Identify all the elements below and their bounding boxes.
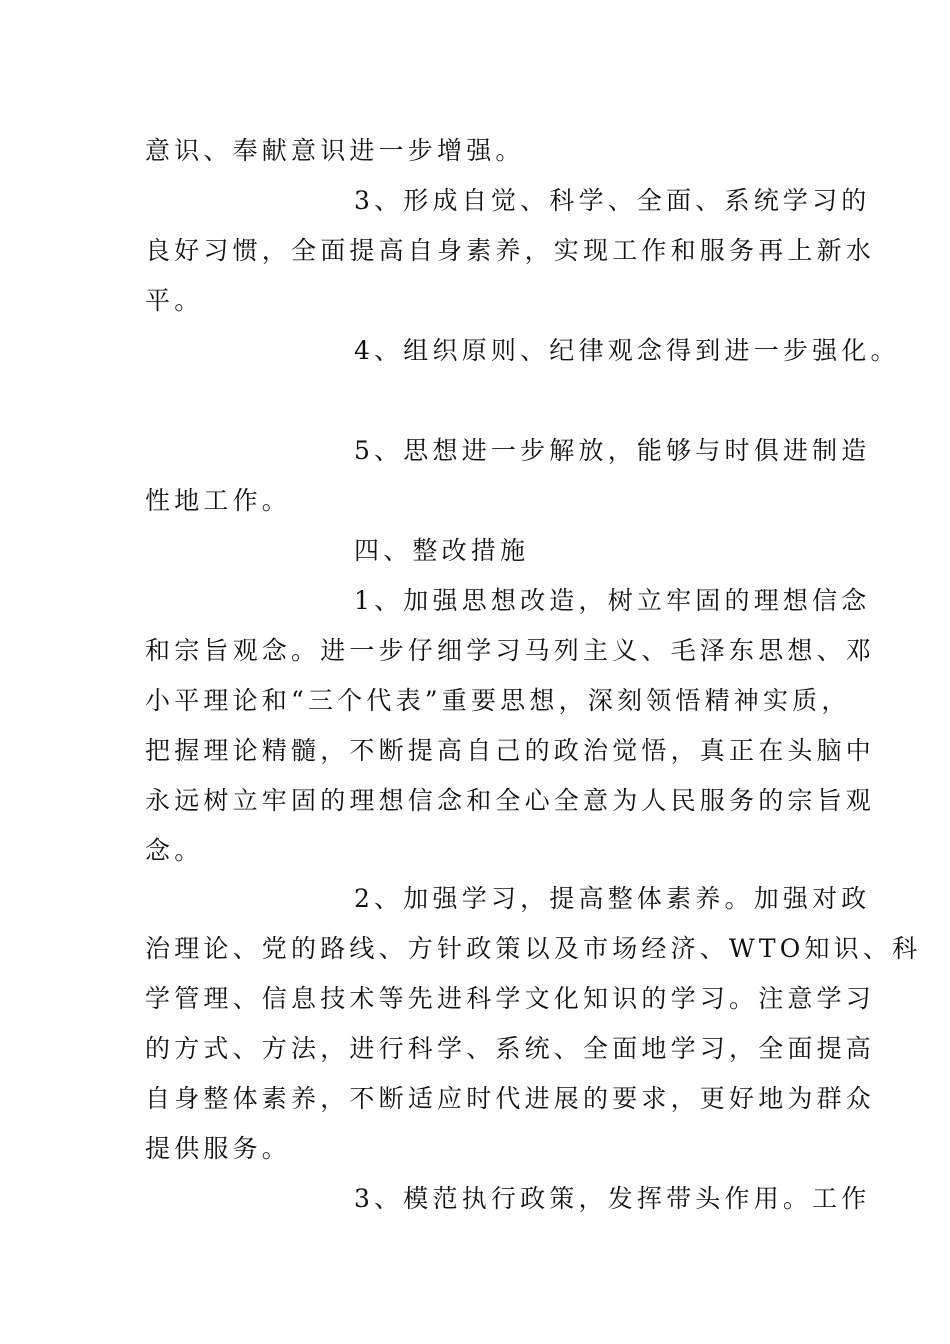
text-line: 把握理论精髓，不断提高自己的政治觉悟，真正在头脑中: [145, 736, 876, 765]
text-line: 学管理、信息技术等先进科学文化知识的学习。注意学习: [145, 984, 876, 1013]
text-line: 小平理论和“三个代表”重要思想，深刻领悟精神实质，: [145, 686, 851, 715]
text-line: 良好习惯，全面提高自身素养，实现工作和服务再上新水: [145, 236, 876, 265]
text-line: 意识、奉献意识进一步增强。: [145, 136, 525, 165]
text-line: 念。: [145, 836, 204, 865]
text-line: 1、加强思想改造，树立牢固的理想信念: [354, 586, 871, 615]
text-line: 3、模范执行政策，发挥带头作用。工作: [354, 1184, 871, 1213]
section-heading: 四、整改措施: [354, 536, 530, 565]
text-line: 5、思想进一步解放，能够与时俱进制造: [354, 436, 871, 465]
text-line: 和宗旨观念。进一步仔细学习马列主义、毛泽东思想、邓: [145, 636, 876, 665]
text-line: 性地工作。: [145, 486, 292, 515]
text-line: 4、组织原则、纪律观念得到进一步强化。: [354, 336, 900, 365]
text-line: 永远树立牢固的理想信念和全心全意为人民服务的宗旨观: [145, 786, 876, 815]
text-line: 平。: [145, 286, 204, 315]
text-line: 自身整体素养，不断适应时代进展的要求，更好地为群众: [145, 1084, 876, 1113]
text-line: 提供服务。: [145, 1134, 292, 1163]
text-line: 的方式、方法，进行科学、系统、全面地学习，全面提高: [145, 1034, 876, 1063]
text-line: 2、加强学习，提高整体素养。加强对政: [354, 884, 871, 913]
text-line: 治理论、党的路线、方针政策以及市场经济、WTO知识、科: [145, 934, 922, 963]
text-line: 3、形成自觉、科学、全面、系统学习的: [354, 186, 871, 215]
